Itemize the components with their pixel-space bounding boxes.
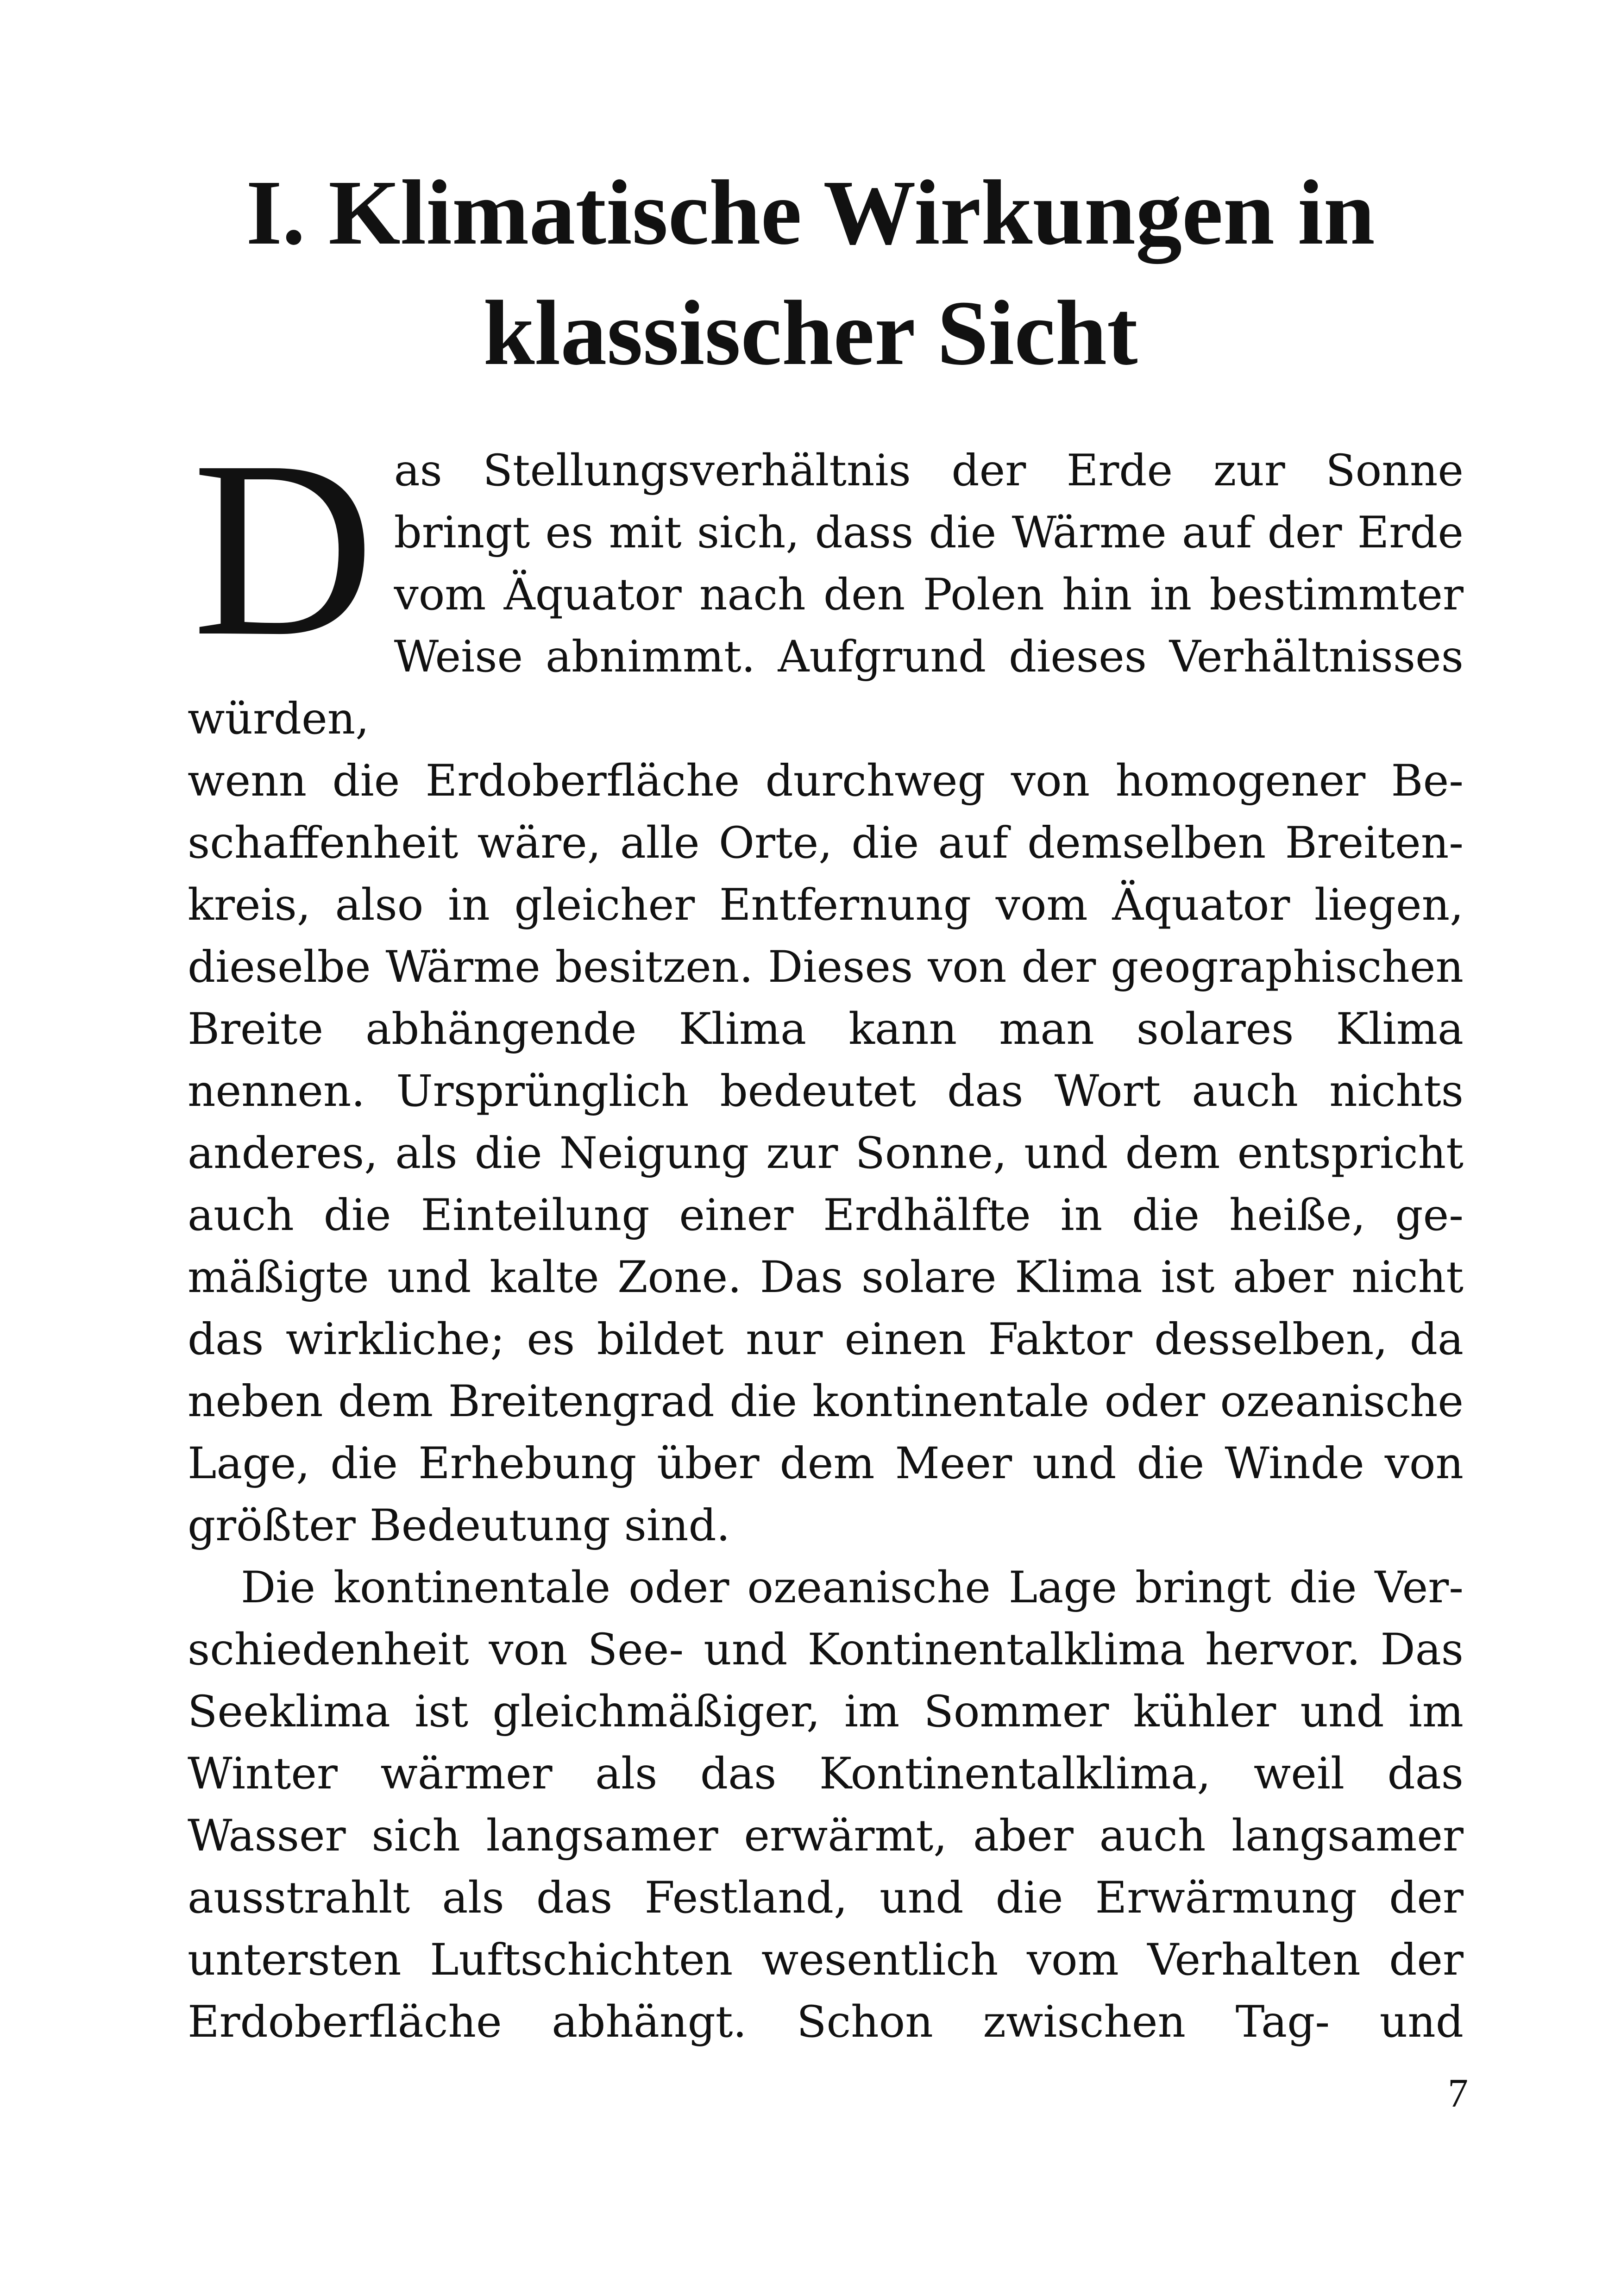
text-line: untersten Luftschichten wesentlich vom Verhalten der bbox=[188, 1935, 1464, 1985]
text-line: schiedenheit von See- und Kontinentalklima hervor. Das bbox=[188, 1625, 1464, 1675]
text-line: vom Äquator nach den Polen hin in bestimmter bbox=[394, 570, 1464, 620]
text-line: schaffenheit wäre, alle Orte, die auf demselben Breiten- bbox=[188, 818, 1464, 868]
page-title-line-2: klassischer Sicht bbox=[483, 282, 1138, 384]
text-line: kreis, also in gleicher Entfernung vom Äquator liegen, bbox=[188, 880, 1464, 930]
text-line: Weise abnimmt. Aufgrund dieses Verhältnisses würden, bbox=[188, 632, 1464, 744]
text-line: as Stellungsverhältnis der Erde zur Sonne bbox=[394, 445, 1464, 496]
page-title-line-1: I. Klimatische Wirkungen in bbox=[246, 162, 1375, 264]
text-line: Die kontinentale oder ozeanische Lage bringt die Ver- bbox=[241, 1562, 1464, 1613]
text-line: anderes, als die Neigung zur Sonne, und dem entspricht bbox=[188, 1128, 1464, 1179]
text-line: größter Bedeutung sind. bbox=[188, 1500, 730, 1551]
page-title bbox=[0, 153, 1621, 394]
text-line: dieselbe Wärme besitzen. Dieses von der geographischen bbox=[188, 942, 1464, 992]
text-line: nennen. Ursprünglich bedeutet das Wort auch nichts bbox=[188, 1066, 1464, 1117]
text-line: Wasser sich langsamer erwärmt, aber auch langsamer bbox=[188, 1811, 1464, 1861]
paragraph-1 bbox=[188, 408, 1464, 1557]
text-line: mäßigte und kalte Zone. Das solare Klima ist aber nicht bbox=[188, 1252, 1464, 1303]
drop-cap: D bbox=[192, 408, 375, 688]
text-line: ausstrahlt als das Festland, und die Erwärmung der bbox=[188, 1873, 1464, 1923]
text-line: Breite abhängende Klima kann man solares Klima bbox=[188, 1004, 1464, 1054]
text-line: neben dem Breitengrad die kontinentale oder ozeanische bbox=[188, 1376, 1464, 1427]
text-line: auch die Einteilung einer Erdhälfte in die heiße, ge- bbox=[188, 1190, 1464, 1241]
text-line: Winter wärmer als das Kontinentalklima, weil das bbox=[188, 1749, 1464, 1799]
text-line: bringt es mit sich, dass die Wärme auf der Erde bbox=[394, 508, 1464, 558]
paragraph-2 bbox=[188, 1557, 1464, 2053]
body-text bbox=[188, 408, 1464, 2053]
text-line: Lage, die Erhebung über dem Meer und die Winde von bbox=[188, 1438, 1464, 1489]
page-number: 7 bbox=[1448, 2071, 1468, 2116]
text-line: wenn die Erdoberfläche durchweg von homogener Be- bbox=[188, 756, 1464, 806]
text-line: das wirkliche; es bildet nur einen Faktor desselben, da bbox=[188, 1314, 1464, 1365]
text-line: Seeklima ist gleichmäßiger, im Sommer kühler und im bbox=[188, 1687, 1464, 1737]
text-line: Erdoberfläche abhängt. Schon zwischen Tag- und bbox=[188, 1997, 1464, 2047]
